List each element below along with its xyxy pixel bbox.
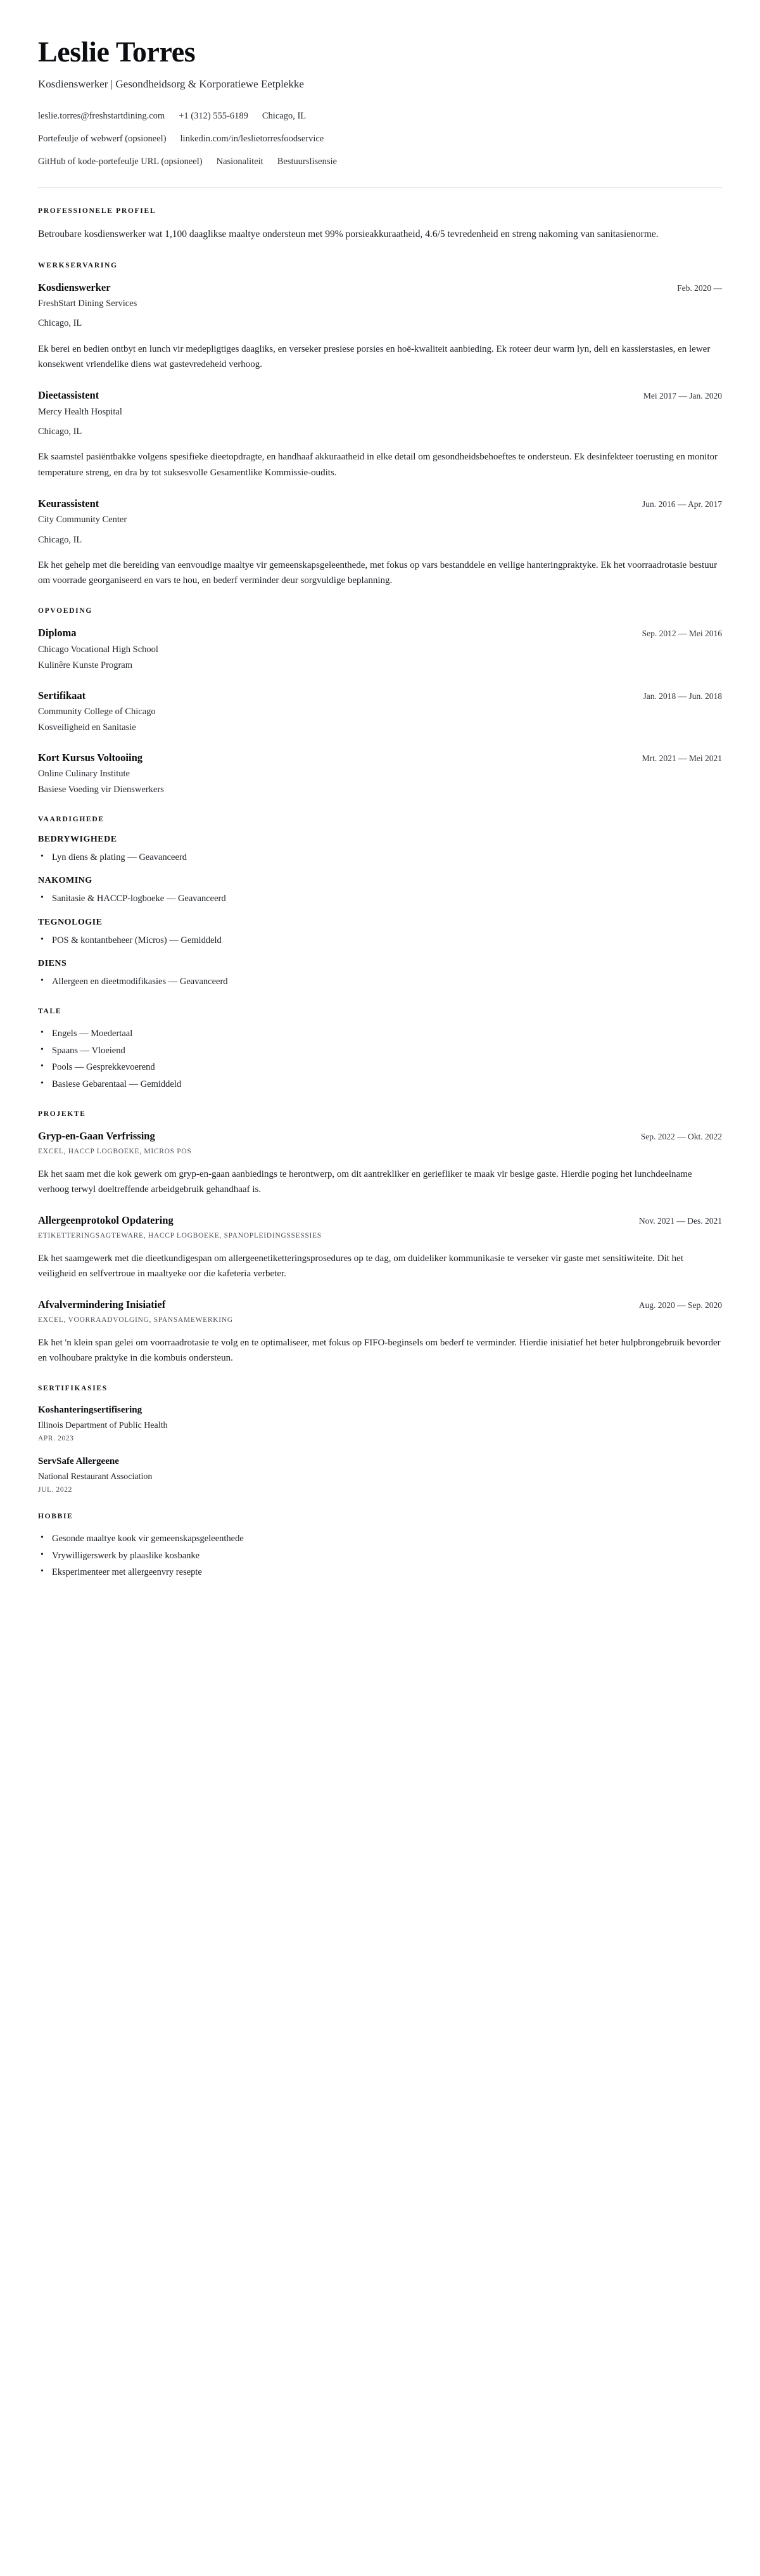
section-profile xyxy=(38,207,722,242)
project-description: Ek het 'n klein span gelei om voorraadrotasie te volg en te optimaliseer, met fokus op FIFO-beginsels om bederf te verminder. Hierdie inisiatief het beter hulpbrongebruik bevorder en volhoubare praktyke in die kombuis ondersteun. xyxy=(38,1337,721,1364)
skill-list xyxy=(38,850,722,864)
experience-location: Chicago, IL xyxy=(38,534,82,545)
language-item: • Spaans — Vloeiend xyxy=(38,1044,722,1058)
section-title-skills: VAARDIGHEDE xyxy=(38,815,104,823)
project-name: Afvalvermindering Inisiatief xyxy=(38,1298,166,1311)
certification-date: JUL. 2022 xyxy=(38,1486,72,1494)
project-entry-head xyxy=(38,1129,722,1143)
education-degree: Sertifikaat xyxy=(38,689,86,702)
section-title-projects: PROJEKTE xyxy=(38,1110,86,1118)
project-date: Nov. 2021 — Des. 2021 xyxy=(638,1216,722,1226)
experience-company: City Community Center xyxy=(38,515,127,525)
project-tags: ETIKETTERINGSAGTEWARE, HACCP LOGBOEKE, SPANOPLEIDINGSSESSIES xyxy=(38,1231,322,1240)
contact-row-1 xyxy=(38,110,722,124)
section-title-education: OPVOEDING xyxy=(38,607,92,615)
certification-issuer: Illinois Department of Public Health xyxy=(38,1420,168,1430)
profile-summary-text: Betroubare kosdienswerker wat 1,100 daaglikse maaltye ondersteun met 99% porsieakkuraatheid, 4.6/5 tevredenheid en streng nakoming van sanitasienorme. xyxy=(38,229,659,240)
experience-entry xyxy=(38,497,722,589)
skill-group xyxy=(38,959,722,989)
section-education xyxy=(38,607,722,796)
certification-date: APR. 2023 xyxy=(38,1435,74,1443)
project-description: Ek het saam met die kok gewerk om gryp-en-gaan aanbiedings te herontwerp, om dit aantrekliker en geriefliker te maak vir besige gaste. Hierdie poging het lunchdeelname verhoog terwyl doeltreffende arbeidgebruik gehandhaaf is. xyxy=(38,1169,692,1195)
experience-entry xyxy=(38,388,722,480)
education-program: Basiese Voeding vir Dienswerkers xyxy=(38,785,164,795)
project-entry xyxy=(38,1214,722,1281)
education-school: Community College of Chicago xyxy=(38,706,156,717)
section-experience xyxy=(38,262,722,589)
skill-list xyxy=(38,975,722,989)
linkedin-text: linkedin.com/in/leslietorresfoodservice xyxy=(180,133,324,144)
language-item: • Engels — Moedertaal xyxy=(38,1027,722,1041)
education-entry xyxy=(38,689,722,734)
certification-issuer: National Restaurant Association xyxy=(38,1471,153,1482)
experience-date: Mei 2017 — Jan. 2020 xyxy=(643,391,722,401)
skill-list xyxy=(38,892,722,906)
skill-item: • Sanitasie & HACCP-logboeke — Geavanceerd xyxy=(38,892,722,906)
project-date: Sep. 2022 — Okt. 2022 xyxy=(640,1132,722,1142)
skill-group-title: BEDRYWIGHEDE xyxy=(38,834,117,844)
section-title-certifications: SERTIFIKASIES xyxy=(38,1385,108,1393)
experience-entry-head xyxy=(38,281,722,294)
skill-group xyxy=(38,835,722,864)
skill-group-title: NAKOMING xyxy=(38,876,92,886)
experience-role: Kosdienswerker xyxy=(38,281,111,293)
experience-description: Ek saamstel pasiëntbakke volgens spesifieke dieetopdragte, en handhaaf akkuraatheid in elke detail om gesondheidsbehoeftes te ondersteun. Ek desinfekteer toerusting en monitor temperature streng, en dra by tot suksesvolle Gesamentlike Kommissie-oudits. xyxy=(38,452,718,478)
hobby-item: • Vrywilligerswerk by plaaslike kosbanke xyxy=(38,1549,722,1563)
section-languages xyxy=(38,1008,722,1091)
certification-entry xyxy=(38,1455,722,1494)
education-school: Chicago Vocational High School xyxy=(38,644,158,655)
education-date: Mrt. 2021 — Mei 2021 xyxy=(642,753,722,763)
experience-role: Keurassistent xyxy=(38,497,99,509)
nationality-text: Nasionaliteit xyxy=(216,156,263,167)
experience-entry-head xyxy=(38,388,722,402)
education-date: Sep. 2012 — Mei 2016 xyxy=(642,629,722,639)
skill-group-title: TEGNOLOGIE xyxy=(38,917,103,927)
hobby-list xyxy=(38,1532,722,1579)
github-text: GitHub of kode-portefeulje URL (opsioneel) xyxy=(38,156,203,167)
experience-location: Chicago, IL xyxy=(38,318,82,329)
education-date: Jan. 2018 — Jun. 2018 xyxy=(643,691,722,701)
section-skills xyxy=(38,816,722,989)
certification-name: ServSafe Allergeene xyxy=(38,1456,119,1467)
education-degree: Diploma xyxy=(38,627,77,639)
experience-entry-head xyxy=(38,497,722,510)
project-entry xyxy=(38,1129,722,1197)
skill-list xyxy=(38,933,722,947)
education-entry xyxy=(38,626,722,672)
project-entry-head xyxy=(38,1214,722,1227)
spacer xyxy=(248,110,262,124)
education-program: Kosveiligheid en Sanitasie xyxy=(38,722,136,733)
experience-role: Dieetassistent xyxy=(38,389,99,402)
project-tags: EXCEL, VOORRAADVOLGING, SPANSAMEWERKING xyxy=(38,1316,233,1324)
skill-item: • Lyn diens & plating — Geavanceerd xyxy=(38,850,722,864)
project-name: Gryp-en-Gaan Verfrissing xyxy=(38,1130,155,1143)
section-title-profile: PROFESSIONELE PROFIEL xyxy=(38,207,156,215)
certification-entry xyxy=(38,1404,722,1442)
education-degree: Kort Kursus Voltooiing xyxy=(38,751,143,764)
candidate-headline: Kosdienswerker | Gesondheidsorg & Korporatiewe Eetplekke xyxy=(38,78,304,91)
section-title-languages: TALE xyxy=(38,1008,62,1016)
spacer xyxy=(165,110,179,124)
project-entry xyxy=(38,1298,722,1366)
education-entry-head xyxy=(38,689,722,702)
project-name: Allergeenprotokol Opdatering xyxy=(38,1214,174,1227)
resume-header xyxy=(38,37,722,188)
section-hobbies xyxy=(38,1513,722,1579)
language-item: • Basiese Gebarentaal — Gemiddeld xyxy=(38,1077,722,1091)
education-entry xyxy=(38,751,722,797)
skill-group-title: DIENS xyxy=(38,958,67,968)
section-title-experience: WERKSERVARING xyxy=(38,261,118,269)
section-title-hobbies: HOBBIE xyxy=(38,1513,73,1521)
education-school: Online Culinary Institute xyxy=(38,768,130,779)
spacer xyxy=(263,155,277,169)
project-tags: EXCEL, HACCP LOGBOEKE, MICROS POS xyxy=(38,1147,192,1155)
spacer xyxy=(167,132,180,146)
experience-description: Ek berei en bedien ontbyt en lunch vir medepligtiges daagliks, en verseker presiese porsies en hoë-kwaliteit aanbieding. Ek roteer deur warm lyn, deli en kassierstasies, en lewer konsekwent vriendelike diens wat gastevredeheid verhoog. xyxy=(38,343,711,369)
skill-item: • POS & kontantbeheer (Micros) — Gemiddeld xyxy=(38,933,722,947)
skill-group xyxy=(38,918,722,947)
project-date: Aug. 2020 — Sep. 2020 xyxy=(638,1300,722,1310)
location-text: Chicago, IL xyxy=(262,111,307,122)
language-item: • Pools — Gesprekkevoerend xyxy=(38,1060,722,1074)
experience-location: Chicago, IL xyxy=(38,426,82,437)
skill-group xyxy=(38,876,722,906)
driver-license-text: Bestuurslisensie xyxy=(277,156,337,167)
experience-company: FreshStart Dining Services xyxy=(38,298,137,309)
experience-entry xyxy=(38,281,722,373)
email-text: leslie.torres@freshstartdining.com xyxy=(38,111,165,122)
experience-date: Jun. 2016 — Apr. 2017 xyxy=(642,499,722,509)
experience-description: Ek het gehelp met die bereiding van eenvoudige maaltye vir gemeenskapsgeleenthede, met fokus op vars bestanddele en veilige hanteringpraktyke. Ek het voorraadrotasie bestuur om voorrade georganiseerd en vars te hou, en bederf verminder deur sorgvuldige beplanning. xyxy=(38,560,718,586)
language-list xyxy=(38,1027,722,1091)
education-program: Kulinêre Kunste Program xyxy=(38,660,132,671)
portfolio-text: Portefeulje of webwerf (opsioneel) xyxy=(38,133,167,144)
section-certifications xyxy=(38,1385,722,1494)
section-projects xyxy=(38,1110,722,1366)
spacer xyxy=(203,155,217,169)
project-entry-head xyxy=(38,1298,722,1311)
hobby-item: • Eksperimenteer met allergeenvry resepte xyxy=(38,1565,722,1579)
experience-company: Mercy Health Hospital xyxy=(38,406,122,417)
hobby-item: • Gesonde maaltye kook vir gemeenskapsgeleenthede xyxy=(38,1532,722,1546)
phone-text: +1 (312) 555-6189 xyxy=(179,111,248,122)
skill-item: • Allergeen en dieetmodifikasies — Geavanceerd xyxy=(38,975,722,989)
education-entry-head xyxy=(38,751,722,764)
education-entry-head xyxy=(38,626,722,639)
certification-name: Koshanteringsertifisering xyxy=(38,1405,142,1416)
contact-row-2 xyxy=(38,132,722,146)
experience-date: Feb. 2020 — xyxy=(677,283,722,293)
candidate-name: Leslie Torres xyxy=(38,35,196,68)
contact-row-3 xyxy=(38,155,722,169)
project-description: Ek het saamgewerk met die dieetkundigespan om allergeenetiketteringsprosedures op te dag, om duideliker kommunikasie te verseker vir gaste met sensitiwiteite. Dit het veiligheid en selfvertroue in maaltyeke oor die kafeteria verbeter. xyxy=(38,1253,684,1279)
